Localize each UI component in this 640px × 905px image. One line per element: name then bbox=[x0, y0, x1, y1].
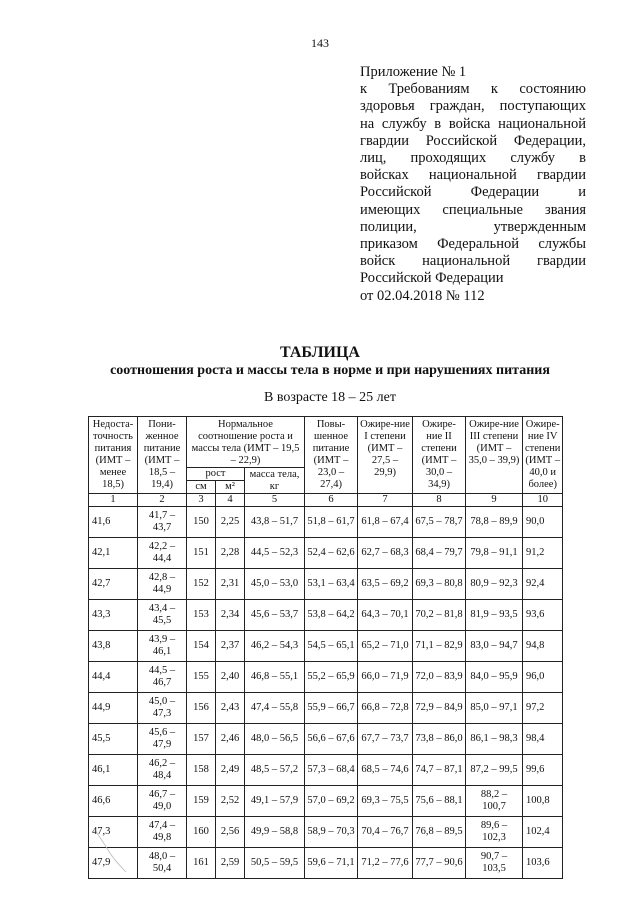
table-cell: 152 bbox=[187, 569, 216, 600]
appendix-line: здоровья граждан, поступающих bbox=[360, 98, 586, 115]
table-cell: 67,7 – 73,7 bbox=[358, 724, 413, 755]
table-cell: 71,2 – 77,6 bbox=[358, 848, 413, 879]
column-number: 9 bbox=[466, 494, 523, 507]
appendix-line: войсках национальной гвардии bbox=[360, 167, 586, 184]
table-cell: 150 bbox=[187, 507, 216, 538]
table-cell: 61,8 – 67,4 bbox=[358, 507, 413, 538]
table-cell: 59,6 – 71,1 bbox=[305, 848, 358, 879]
table-cell: 2,43 bbox=[216, 693, 245, 724]
appendix-line: приказом Федеральной службы bbox=[360, 236, 586, 253]
header-increased-nutrition: Повы-шенное питание (ИМТ – 23,0 – 27,4) bbox=[305, 417, 358, 494]
table-cell: 55,2 – 65,9 bbox=[305, 662, 358, 693]
table-cell: 160 bbox=[187, 817, 216, 848]
header-height: рост bbox=[187, 468, 245, 481]
table-cell: 47,4 – 49,8 bbox=[138, 817, 187, 848]
table-cell: 93,6 bbox=[523, 600, 563, 631]
header-undernutrition: Недоста-точность питания (ИМТ – менее 18,5) bbox=[89, 417, 138, 494]
table-cell: 57,3 – 68,4 bbox=[305, 755, 358, 786]
table-cell: 161 bbox=[187, 848, 216, 879]
table-cell: 45,0 – 47,3 bbox=[138, 693, 187, 724]
table-cell: 41,6 bbox=[89, 507, 138, 538]
appendix-line: на службу в войска национальной bbox=[360, 115, 586, 132]
appendix-line: гвардии Российской Федерации, bbox=[360, 132, 586, 149]
column-number: 8 bbox=[413, 494, 466, 507]
table-cell: 45,6 – 53,7 bbox=[245, 600, 305, 631]
table-cell: 90,7 – 103,5 bbox=[466, 848, 523, 879]
bmi-table bbox=[88, 416, 563, 879]
header-obesity-4: Ожире-ние IV степени (ИМТ – 40,0 и более) bbox=[523, 417, 563, 494]
table-cell: 68,5 – 74,6 bbox=[358, 755, 413, 786]
table-cell: 47,9 bbox=[89, 848, 138, 879]
table-cell: 62,7 – 68,3 bbox=[358, 538, 413, 569]
table-cell: 84,0 – 95,9 bbox=[466, 662, 523, 693]
column-number: 2 bbox=[138, 494, 187, 507]
table-cell: 69,3 – 80,8 bbox=[413, 569, 466, 600]
table-subtitle: соотношения роста и массы тела в норме и при нарушениях питания bbox=[110, 363, 550, 378]
table-cell: 48,0 – 50,4 bbox=[138, 848, 187, 879]
table-cell: 100,8 bbox=[523, 786, 563, 817]
table-cell: 154 bbox=[187, 631, 216, 662]
table-cell: 75,6 – 88,1 bbox=[413, 786, 466, 817]
table-cell: 44,9 bbox=[89, 693, 138, 724]
table-cell: 159 bbox=[187, 786, 216, 817]
table-row bbox=[89, 600, 563, 631]
appendix-line: Приложение № 1 bbox=[360, 64, 467, 80]
table-cell: 42,1 bbox=[89, 538, 138, 569]
table-cell: 54,5 – 65,1 bbox=[305, 631, 358, 662]
table-cell: 48,0 – 56,5 bbox=[245, 724, 305, 755]
column-number: 4 bbox=[216, 494, 245, 507]
table-cell: 46,2 – 48,4 bbox=[138, 755, 187, 786]
table-cell: 2,49 bbox=[216, 755, 245, 786]
table-cell: 43,8 – 51,7 bbox=[245, 507, 305, 538]
table-cell: 85,0 – 97,1 bbox=[466, 693, 523, 724]
table-cell: 42,2 – 44,4 bbox=[138, 538, 187, 569]
appendix-line: к Требованиям к состоянию bbox=[360, 81, 586, 98]
table-cell: 96,0 bbox=[523, 662, 563, 693]
table-row bbox=[89, 538, 563, 569]
table-cell: 65,2 – 71,0 bbox=[358, 631, 413, 662]
table-cell: 70,4 – 76,7 bbox=[358, 817, 413, 848]
table-cell: 80,9 – 92,3 bbox=[466, 569, 523, 600]
column-number: 6 bbox=[305, 494, 358, 507]
table-row bbox=[89, 693, 563, 724]
table-row bbox=[89, 786, 563, 817]
page-number: 143 bbox=[311, 36, 329, 50]
appendix-line: от 02.04.2018 № 112 bbox=[360, 287, 485, 304]
table-cell: 2,37 bbox=[216, 631, 245, 662]
table-cell: 2,52 bbox=[216, 786, 245, 817]
table-cell: 68,4 – 79,7 bbox=[413, 538, 466, 569]
table-cell: 151 bbox=[187, 538, 216, 569]
table-cell: 155 bbox=[187, 662, 216, 693]
table-cell: 51,8 – 61,7 bbox=[305, 507, 358, 538]
table-cell: 46,8 – 55,1 bbox=[245, 662, 305, 693]
table-cell: 50,5 – 59,5 bbox=[245, 848, 305, 879]
table-cell: 67,5 – 78,7 bbox=[413, 507, 466, 538]
table-cell: 2,34 bbox=[216, 600, 245, 631]
column-number: 7 bbox=[358, 494, 413, 507]
table-cell: 44,5 – 52,3 bbox=[245, 538, 305, 569]
table-cell: 88,2 – 100,7 bbox=[466, 786, 523, 817]
appendix-line: полиции, утвержденным bbox=[360, 218, 586, 235]
table-cell: 2,28 bbox=[216, 538, 245, 569]
table-row bbox=[89, 569, 563, 600]
table-cell: 2,25 bbox=[216, 507, 245, 538]
column-number: 10 bbox=[523, 494, 563, 507]
appendix-header bbox=[360, 64, 586, 305]
table-cell: 45,6 – 47,9 bbox=[138, 724, 187, 755]
header-cm: см bbox=[187, 481, 216, 494]
table-title: ТАБЛИЦА bbox=[280, 344, 360, 361]
header-obesity-1: Ожире-ние I степени (ИМТ – 27,5 – 29,9) bbox=[358, 417, 413, 494]
table-cell: 43,4 – 45,5 bbox=[138, 600, 187, 631]
table-cell: 49,1 – 57,9 bbox=[245, 786, 305, 817]
table-cell: 90,0 bbox=[523, 507, 563, 538]
table-cell: 102,4 bbox=[523, 817, 563, 848]
table-cell: 55,9 – 66,7 bbox=[305, 693, 358, 724]
table-cell: 48,5 – 57,2 bbox=[245, 755, 305, 786]
table-cell: 2,56 bbox=[216, 817, 245, 848]
table-row bbox=[89, 507, 563, 538]
column-number: 5 bbox=[245, 494, 305, 507]
table-cell: 49,9 – 58,8 bbox=[245, 817, 305, 848]
appendix-line: имеющих специальные звания bbox=[360, 201, 586, 218]
table-cell: 64,3 – 70,1 bbox=[358, 600, 413, 631]
table-cell: 46,2 – 54,3 bbox=[245, 631, 305, 662]
column-number: 1 bbox=[89, 494, 138, 507]
table-cell: 46,1 bbox=[89, 755, 138, 786]
table-cell: 91,2 bbox=[523, 538, 563, 569]
table-cell: 42,7 bbox=[89, 569, 138, 600]
table-cell: 46,6 bbox=[89, 786, 138, 817]
table-cell: 153 bbox=[187, 600, 216, 631]
table-cell: 43,8 bbox=[89, 631, 138, 662]
table-cell: 72,0 – 83,9 bbox=[413, 662, 466, 693]
table-cell: 52,4 – 62,6 bbox=[305, 538, 358, 569]
table-cell: 2,46 bbox=[216, 724, 245, 755]
table-cell: 44,4 bbox=[89, 662, 138, 693]
table-cell: 63,5 – 69,2 bbox=[358, 569, 413, 600]
table-cell: 77,7 – 90,6 bbox=[413, 848, 466, 879]
column-number-row bbox=[89, 494, 563, 507]
table-cell: 72,9 – 84,9 bbox=[413, 693, 466, 724]
pen-mark bbox=[92, 828, 152, 878]
table-cell: 58,9 – 70,3 bbox=[305, 817, 358, 848]
appendix-line: войск национальной гвардии bbox=[360, 253, 586, 270]
table-cell: 156 bbox=[187, 693, 216, 724]
table-cell: 97,2 bbox=[523, 693, 563, 724]
table-cell: 44,5 – 46,7 bbox=[138, 662, 187, 693]
appendix-line: лиц, проходящих службу в bbox=[360, 150, 586, 167]
table-cell: 47,3 bbox=[89, 817, 138, 848]
header-reduced-nutrition: Пони-женное питание (ИМТ – 18,5 – 19,4) bbox=[138, 417, 187, 494]
table-cell: 92,4 bbox=[523, 569, 563, 600]
age-caption: В возрасте 18 – 25 лет bbox=[264, 390, 396, 405]
table-row bbox=[89, 662, 563, 693]
column-number: 3 bbox=[187, 494, 216, 507]
table-cell: 2,59 bbox=[216, 848, 245, 879]
appendix-line: Российской Федерации bbox=[360, 270, 504, 287]
header-obesity-2: Ожире-ние II степени (ИМТ – 30,0 – 34,9) bbox=[413, 417, 466, 494]
table-cell: 87,2 – 99,5 bbox=[466, 755, 523, 786]
table-cell: 78,8 – 89,9 bbox=[466, 507, 523, 538]
table-row bbox=[89, 631, 563, 662]
table-cell: 46,7 – 49,0 bbox=[138, 786, 187, 817]
header-m2: м² bbox=[216, 481, 245, 494]
appendix-line: Российской Федерации и bbox=[360, 184, 586, 201]
table-cell: 42,8 – 44,9 bbox=[138, 569, 187, 600]
table-cell: 81,9 – 93,5 bbox=[466, 600, 523, 631]
table-cell: 2,31 bbox=[216, 569, 245, 600]
table-cell: 69,3 – 75,5 bbox=[358, 786, 413, 817]
table-cell: 74,7 – 87,1 bbox=[413, 755, 466, 786]
table-cell: 56,6 – 67,6 bbox=[305, 724, 358, 755]
table-cell: 73,8 – 86,0 bbox=[413, 724, 466, 755]
header-obesity-3: Ожире-ние III степени (ИМТ – 35,0 – 39,9) bbox=[466, 417, 523, 494]
table-cell: 86,1 – 98,3 bbox=[466, 724, 523, 755]
table-cell: 43,9 – 46,1 bbox=[138, 631, 187, 662]
table-cell: 103,6 bbox=[523, 848, 563, 879]
table-cell: 66,0 – 71,9 bbox=[358, 662, 413, 693]
table-cell: 66,8 – 72,8 bbox=[358, 693, 413, 724]
table-cell: 98,4 bbox=[523, 724, 563, 755]
table-cell: 57,0 – 69,2 bbox=[305, 786, 358, 817]
header-normal-group: Нормальное соотношение роста и массы тела (ИМТ – 19,5 – 22,9) bbox=[187, 417, 305, 468]
table-cell: 94,8 bbox=[523, 631, 563, 662]
table-row bbox=[89, 755, 563, 786]
table-cell: 76,8 – 89,5 bbox=[413, 817, 466, 848]
table-cell: 99,6 bbox=[523, 755, 563, 786]
header-mass: масса тела, кг bbox=[245, 468, 305, 494]
table-cell: 157 bbox=[187, 724, 216, 755]
table-cell: 47,4 – 55,8 bbox=[245, 693, 305, 724]
table-cell: 45,0 – 53,0 bbox=[245, 569, 305, 600]
table-row bbox=[89, 848, 563, 879]
table-row bbox=[89, 724, 563, 755]
table-row bbox=[89, 817, 563, 848]
table-cell: 41,7 – 43,7 bbox=[138, 507, 187, 538]
table-cell: 45,5 bbox=[89, 724, 138, 755]
table-cell: 53,1 – 63,4 bbox=[305, 569, 358, 600]
table-cell: 83,0 – 94,7 bbox=[466, 631, 523, 662]
table-cell: 89,6 – 102,3 bbox=[466, 817, 523, 848]
table-cell: 158 bbox=[187, 755, 216, 786]
table-cell: 70,2 – 81,8 bbox=[413, 600, 466, 631]
table-cell: 71,1 – 82,9 bbox=[413, 631, 466, 662]
table-cell: 53,8 – 64,2 bbox=[305, 600, 358, 631]
table-cell: 43,3 bbox=[89, 600, 138, 631]
table-cell: 2,40 bbox=[216, 662, 245, 693]
table-cell: 79,8 – 91,1 bbox=[466, 538, 523, 569]
